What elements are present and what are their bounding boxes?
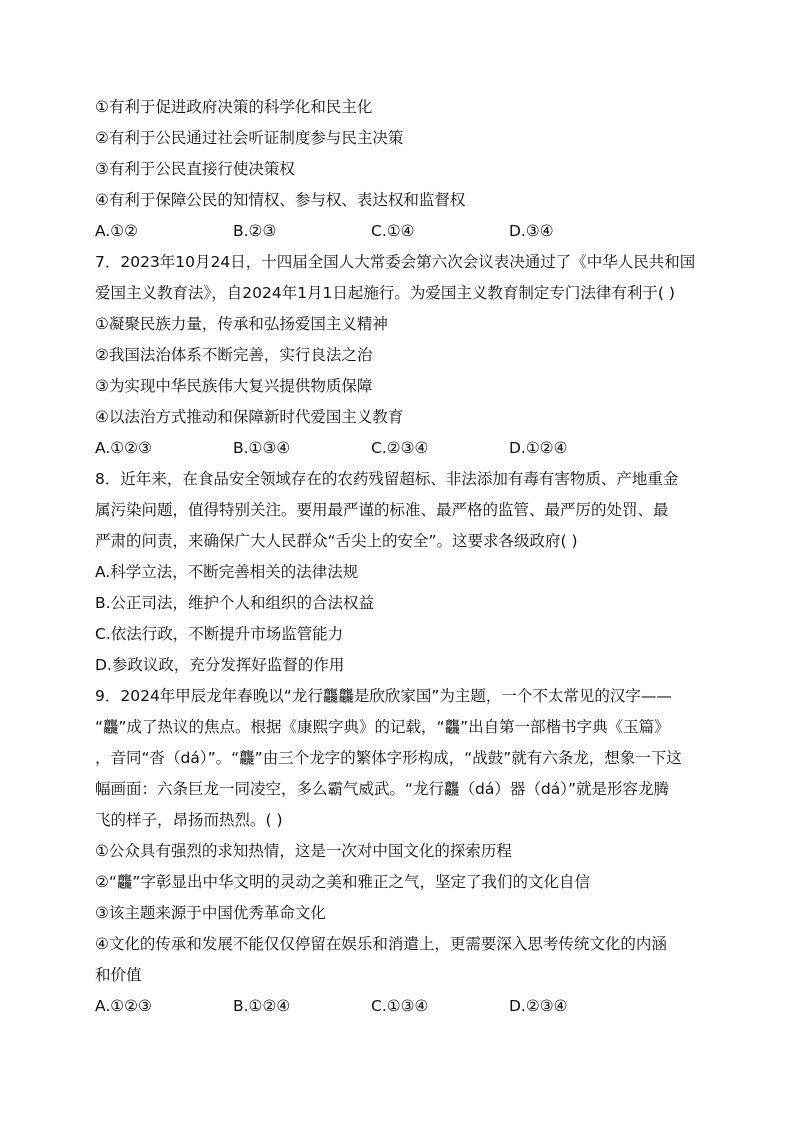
q9-option-b: B.①②④: [233, 997, 291, 1015]
q7-item-3: ③为实现中华民族伟大复兴提供物质保障: [95, 377, 373, 395]
q8-stem-line-1: 8．近年来，在食品安全领域存在的农药残留超标、非法添加有毒有害物质、产地重金: [95, 470, 679, 488]
question-8: [95, 464, 705, 681]
q7-option-d: D.①②④: [509, 439, 568, 457]
q9-stem-line-5: 飞的样子，昂扬而热烈。( ): [95, 811, 283, 829]
q9-item-2: ②“龘”字彰显出中华文明的灵动之美和雅正之气，坚定了我们的文化自信: [95, 873, 590, 891]
q6-item-3: ③有利于公民直接行使决策权: [95, 160, 295, 178]
q7-item-4: ④以法治方式推动和保障新时代爱国主义教育: [95, 408, 404, 426]
q6-options: [95, 216, 705, 247]
q7-option-a: A.①②③: [95, 439, 152, 457]
q6-option-a: A.①②: [95, 222, 139, 240]
q9-stem-line-4: 幅画面：六条巨龙一同凌空，多么霸气威武。“龙行龘（dá）器（dá）”就是形容龙腾: [95, 780, 669, 798]
q6-item-2: ②有利于公民通过社会听证制度参与民主决策: [95, 129, 404, 147]
q9-option-c: C.①③④: [371, 997, 429, 1015]
q8-choice-a: A.科学立法，不断完善相关的法律法规: [95, 563, 359, 581]
q6-option-c: C.①④: [371, 222, 415, 240]
q8-choice-d: D.参政议政，充分发挥好监督的作用: [95, 656, 345, 674]
q7-item-2: ②我国法治体系不断完善，实行良法之治: [95, 346, 373, 364]
q8-choice-c: C.依法行政，不断提升市场监管能力: [95, 625, 344, 643]
q9-options: [95, 991, 705, 1022]
q9-item-3: ③该主题来源于中国优秀革命文化: [95, 904, 326, 922]
question-9: [95, 681, 705, 1022]
q6-option-d: D.③④: [509, 222, 554, 240]
q6-option-b: B.②③: [233, 222, 277, 240]
q6-item-4: ④有利于保障公民的知情权、参与权、表达权和监督权: [95, 191, 466, 209]
question-6-items: [95, 92, 705, 247]
q9-item-1: ①公众具有强烈的求知热情，这是一次对中国文化的探索历程: [95, 842, 512, 860]
q9-stem-line-1: 9．2024年甲辰龙年春晚以“龙行龘龘是欣欣家国”为主题，一个不太常见的汉字——: [95, 687, 672, 705]
q8-choice-b: B.公正司法，维护个人和组织的合法权益: [95, 594, 375, 612]
question-content: [95, 92, 705, 1022]
q7-stem-line-1: 7．2023年10月24日，十四届全国人大常委会第六次会议表决通过了《中华人民共和国: [95, 253, 696, 271]
q9-option-a: A.①②③: [95, 997, 152, 1015]
q7-item-1: ①凝聚民族力量，传承和弘扬爱国主义精神: [95, 315, 388, 333]
q9-option-d: D.②③④: [509, 997, 568, 1015]
q9-stem-line-3: ，音同“沓（dá）”。“龘”由三个龙字的繁体字形构成，“战鼓”就有六条龙，想象一下这: [95, 749, 682, 767]
q7-options: [95, 433, 705, 464]
q9-item-4-continued: 和价值: [95, 966, 142, 984]
q7-stem-line-2: 爱国主义教育法》，自2024年1月1日起施行。为爱国主义教育制定专门法律有利于( ): [95, 284, 675, 302]
q9-stem-line-2: “龘”成了热议的焦点。根据《康熙字典》的记载，“龘”出自第一部楷书字典《玉篇》: [95, 718, 670, 736]
q7-option-c: C.②③④: [371, 439, 429, 457]
q9-item-4: ④文化的传承和发展不能仅仅停留在娱乐和消遣上，更需要深入思考传统文化的内涵: [95, 935, 667, 953]
question-7: [95, 247, 705, 464]
q7-option-b: B.①③④: [233, 439, 291, 457]
q8-stem-line-3: 严肃的问责，来确保广大人民群众“舌尖上的安全”。这要求各级政府( ): [95, 532, 578, 550]
q8-stem-line-2: 属污染问题，值得特别关注。要用最严谨的标准、最严格的监管、最严厉的处罚、最: [95, 501, 669, 519]
q6-item-1: ①有利于促进政府决策的科学化和民主化: [95, 98, 373, 116]
